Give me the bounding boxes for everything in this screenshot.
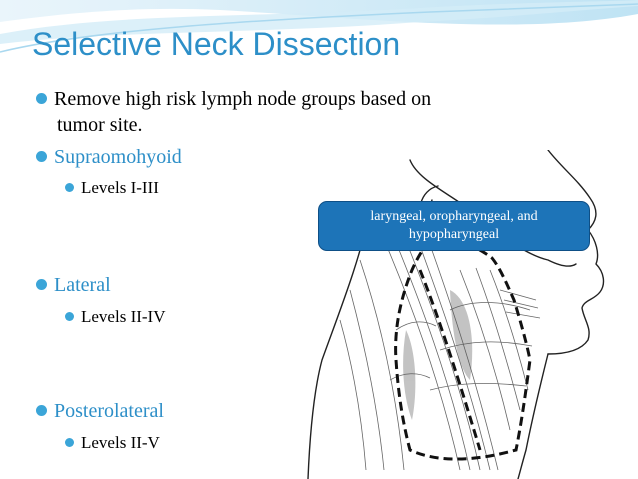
tumor-site-callout: [318, 201, 590, 251]
bullet-text: Levels II-IV: [81, 307, 166, 326]
bullet-posterolateral: [36, 400, 164, 423]
bullet-dot-icon: [65, 183, 74, 192]
bullet-dot-icon: [36, 151, 47, 162]
bullet-dot-icon: [36, 279, 47, 290]
bullet-text: Lateral: [54, 274, 111, 296]
bullet-text: Levels I-III: [81, 178, 159, 197]
sub-bullet-posterolateral-levels: [65, 433, 160, 453]
bullet-dot-icon: [36, 405, 47, 416]
bullet-text: Levels II-V: [81, 433, 160, 452]
bullet-text: Posterolateral: [54, 400, 164, 422]
slide-title: Selective Neck Dissection: [32, 26, 401, 62]
bullet-remove-cont: tumor site.: [57, 114, 143, 136]
bullet-text: Supraomohyoid: [54, 146, 182, 168]
bullet-dot-icon: [65, 312, 74, 321]
callout-line-1: laryngeal, oropharyngeal, and: [370, 209, 538, 224]
neck-anatomy-illustration: [300, 150, 638, 479]
bullet-dot-icon: [65, 438, 74, 447]
bullet-remove: [36, 88, 431, 111]
sub-bullet-supra-levels: [65, 178, 159, 198]
bullet-dot-icon: [36, 93, 47, 104]
bullet-lateral: [36, 274, 111, 297]
bullet-supraomohyoid: [36, 146, 182, 169]
callout-line-2: hypopharyngeal: [408, 227, 500, 242]
sub-bullet-lateral-levels: [65, 307, 166, 327]
bullet-text: Remove high risk lymph node groups based on: [54, 88, 432, 110]
